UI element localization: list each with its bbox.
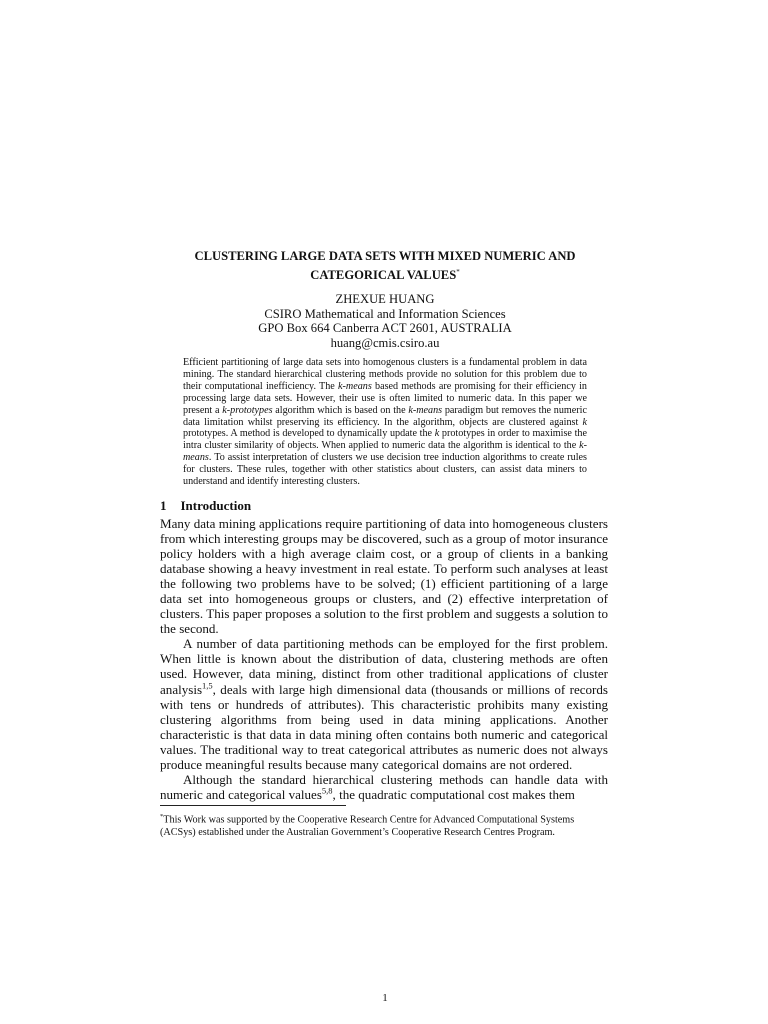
abstract-text: paradigm but removes the numeric data limitation whilst preserving its efficiency. In the algorithm, objects are clustered against — [183, 404, 587, 428]
abstract-text: . To assist interpretation of clusters we use decision tree induction algorithms to create rules for clusters. These rules, together with other statistics about clusters, can assist data miners to understand and identify interesting clusters. — [183, 452, 587, 488]
title-line-2 — [160, 265, 610, 284]
title-line-1: CLUSTERING LARGE DATA SETS WITH MIXED NUMERIC AND — [194, 249, 576, 263]
citation-ref: 5,8 — [321, 785, 333, 796]
citation-ref: 1,5 — [202, 680, 213, 691]
author-block — [160, 292, 610, 350]
abstract — [183, 357, 587, 488]
abstract-text: based methods are promising for their efficiency in processing large data sets. However, their use is often limited to numeric data. In this paper we present a — [183, 380, 587, 416]
paragraph-text: A number of data partitioning methods can be employed for the first problem. When little is known about the distribution of data, clustering methods are often used. However, data mining, distinct from other traditional applications of cluster analysis — [160, 636, 608, 697]
section-number: 1 — [160, 498, 167, 513]
abstract-text: prototypes in order to maximise the intra cluster similarity of objects. When applied to numeric data the algorithm is identical to the — [183, 428, 587, 452]
paragraph-text: Although the standard hierarchical clustering methods can handle data with numeric and categorical values — [160, 772, 608, 803]
abstract-text: algorithm which is based on the — [272, 404, 409, 416]
paper-title — [160, 249, 610, 283]
section-heading — [160, 498, 251, 514]
section-title: Introduction — [180, 498, 252, 513]
footnote-text: This Work was supported by the Cooperative Research Centre for Advanced Computational Systems (ACSys) established under the Australian Government’s Cooperative Research Centres Program. — [160, 814, 575, 838]
paragraph: Many data mining applications require partitioning of data into homogeneous clusters from which interesting groups may be discovered, such as a group of motor insurance policy holders with a high average claim cost, or a group of clients in a banking database showing a heavy investment in real estate. To perform such analyses at least the following two problems have to be solved; (1) efficient partitioning of a large data set into homogeneous groups or clusters, and (2) effective interpretation of clusters. This paper proposes a solution to the first problem and suggests a solution to the second. — [160, 515, 608, 637]
abstract-term: k-prototypes — [222, 404, 273, 416]
abstract-term: k-means — [408, 404, 443, 416]
paragraph — [160, 636, 608, 772]
abstract-term: k — [434, 428, 440, 440]
abstract-text: Efficient partitioning of large data sets into homogenous clusters is a fundamental problem in data mining. The standard hierarchical clustering methods provide no solution for this problem due to their computational inefficiency. The — [183, 357, 587, 392]
abstract-term: k-means — [338, 380, 372, 392]
footnote-marker: * — [160, 813, 164, 820]
author-name: ZHEXUE HUANG — [335, 292, 435, 306]
abstract-term: k-means — [183, 440, 587, 464]
body-text — [160, 516, 608, 803]
footnote-divider — [160, 805, 346, 806]
footnote — [160, 811, 610, 839]
author-affiliation: CSIRO Mathematical and Information Sciences — [264, 306, 506, 321]
title-footnote-marker: * — [456, 267, 460, 276]
page-number: 1 — [382, 992, 388, 1004]
paragraph — [160, 772, 608, 802]
abstract-text: prototypes. A method is developed to dynamically update the — [183, 428, 435, 440]
paragraph-text: , deals with large high dimensional data (thousands or millions of records with tens or hundreds of attributes). This characteristic prohibits many existing clustering algorithms from being used in data mining applications. Another characteristic is that data in data mining often contains both numeric and categorical values. The traditional way to treat categorical attributes as numeric does not always produce meaningful results because many categorical domains are not ordered. — [160, 681, 608, 772]
paragraph-text: , the quadratic computational cost makes them — [332, 787, 575, 803]
title-line-2-text: CATEGORICAL VALUES — [310, 267, 457, 282]
author-address: GPO Box 664 Canberra ACT 2601, AUSTRALIA — [258, 321, 512, 336]
abstract-term: k — [582, 416, 587, 428]
author-email: huang@cmis.csiro.au — [330, 335, 440, 350]
